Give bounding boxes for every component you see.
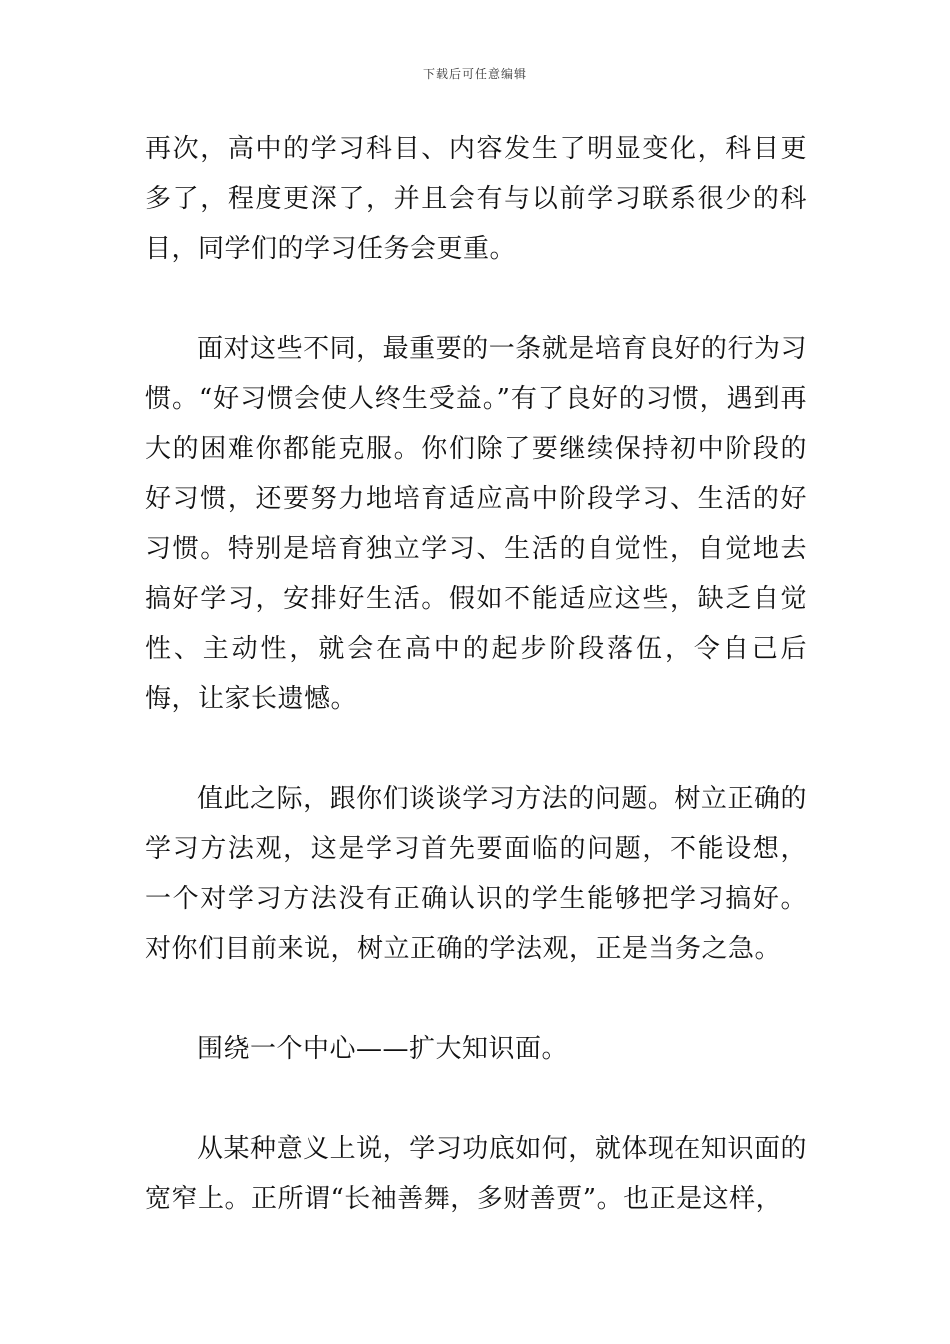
paragraph-3: 值此之际，跟你们谈谈学习方法的问题。树立正确的学习方法观，这是学习首先要面临的问题，不能设想，一个对学习方法没有正确认识的学生能够把学习搞好。对你们目前来说，树立正确的学法观，正是当务之急。 <box>145 784 807 964</box>
paragraph-1: 再次，高中的学习科目、内容发生了明显变化，科目更多了，程度更深了，并且会有与以前学习联系很少的科目，同学们的学习任务会更重。 <box>145 134 807 264</box>
paragraph-gap <box>145 1074 807 1124</box>
paragraph-2: 面对这些不同，最重要的一条就是培育良好的行为习惯。“好习惯会使人终生受益。”有了良好的习惯，遇到再大的困难你都能克服。你们除了要继续保持初中阶段的好习惯，还要努力地培育适应高中阶段学习、生活的好习惯。特别是培育独立学习、生活的自觉性，自觉地去搞好学习，安排好生活。假如不能适应这些，缺乏自觉性、主动性，就会在高中的起步阶段落伍，令自己后悔，让家长遗憾。 <box>145 334 807 714</box>
paragraph-gap <box>145 724 807 774</box>
paragraph-gap <box>145 274 807 324</box>
paragraph-5: 从某种意义上说，学习功底如何，就体现在知识面的宽窄上。正所谓“长袖善舞，多财善贾”。也正是这样， <box>145 1134 807 1214</box>
document-body <box>145 124 807 1224</box>
paragraph-gap <box>145 974 807 1024</box>
paragraph-4-heading: 围绕一个中心——扩大知识面。 <box>197 1034 569 1064</box>
header-note: 下载后可任意编辑 <box>422 67 527 81</box>
